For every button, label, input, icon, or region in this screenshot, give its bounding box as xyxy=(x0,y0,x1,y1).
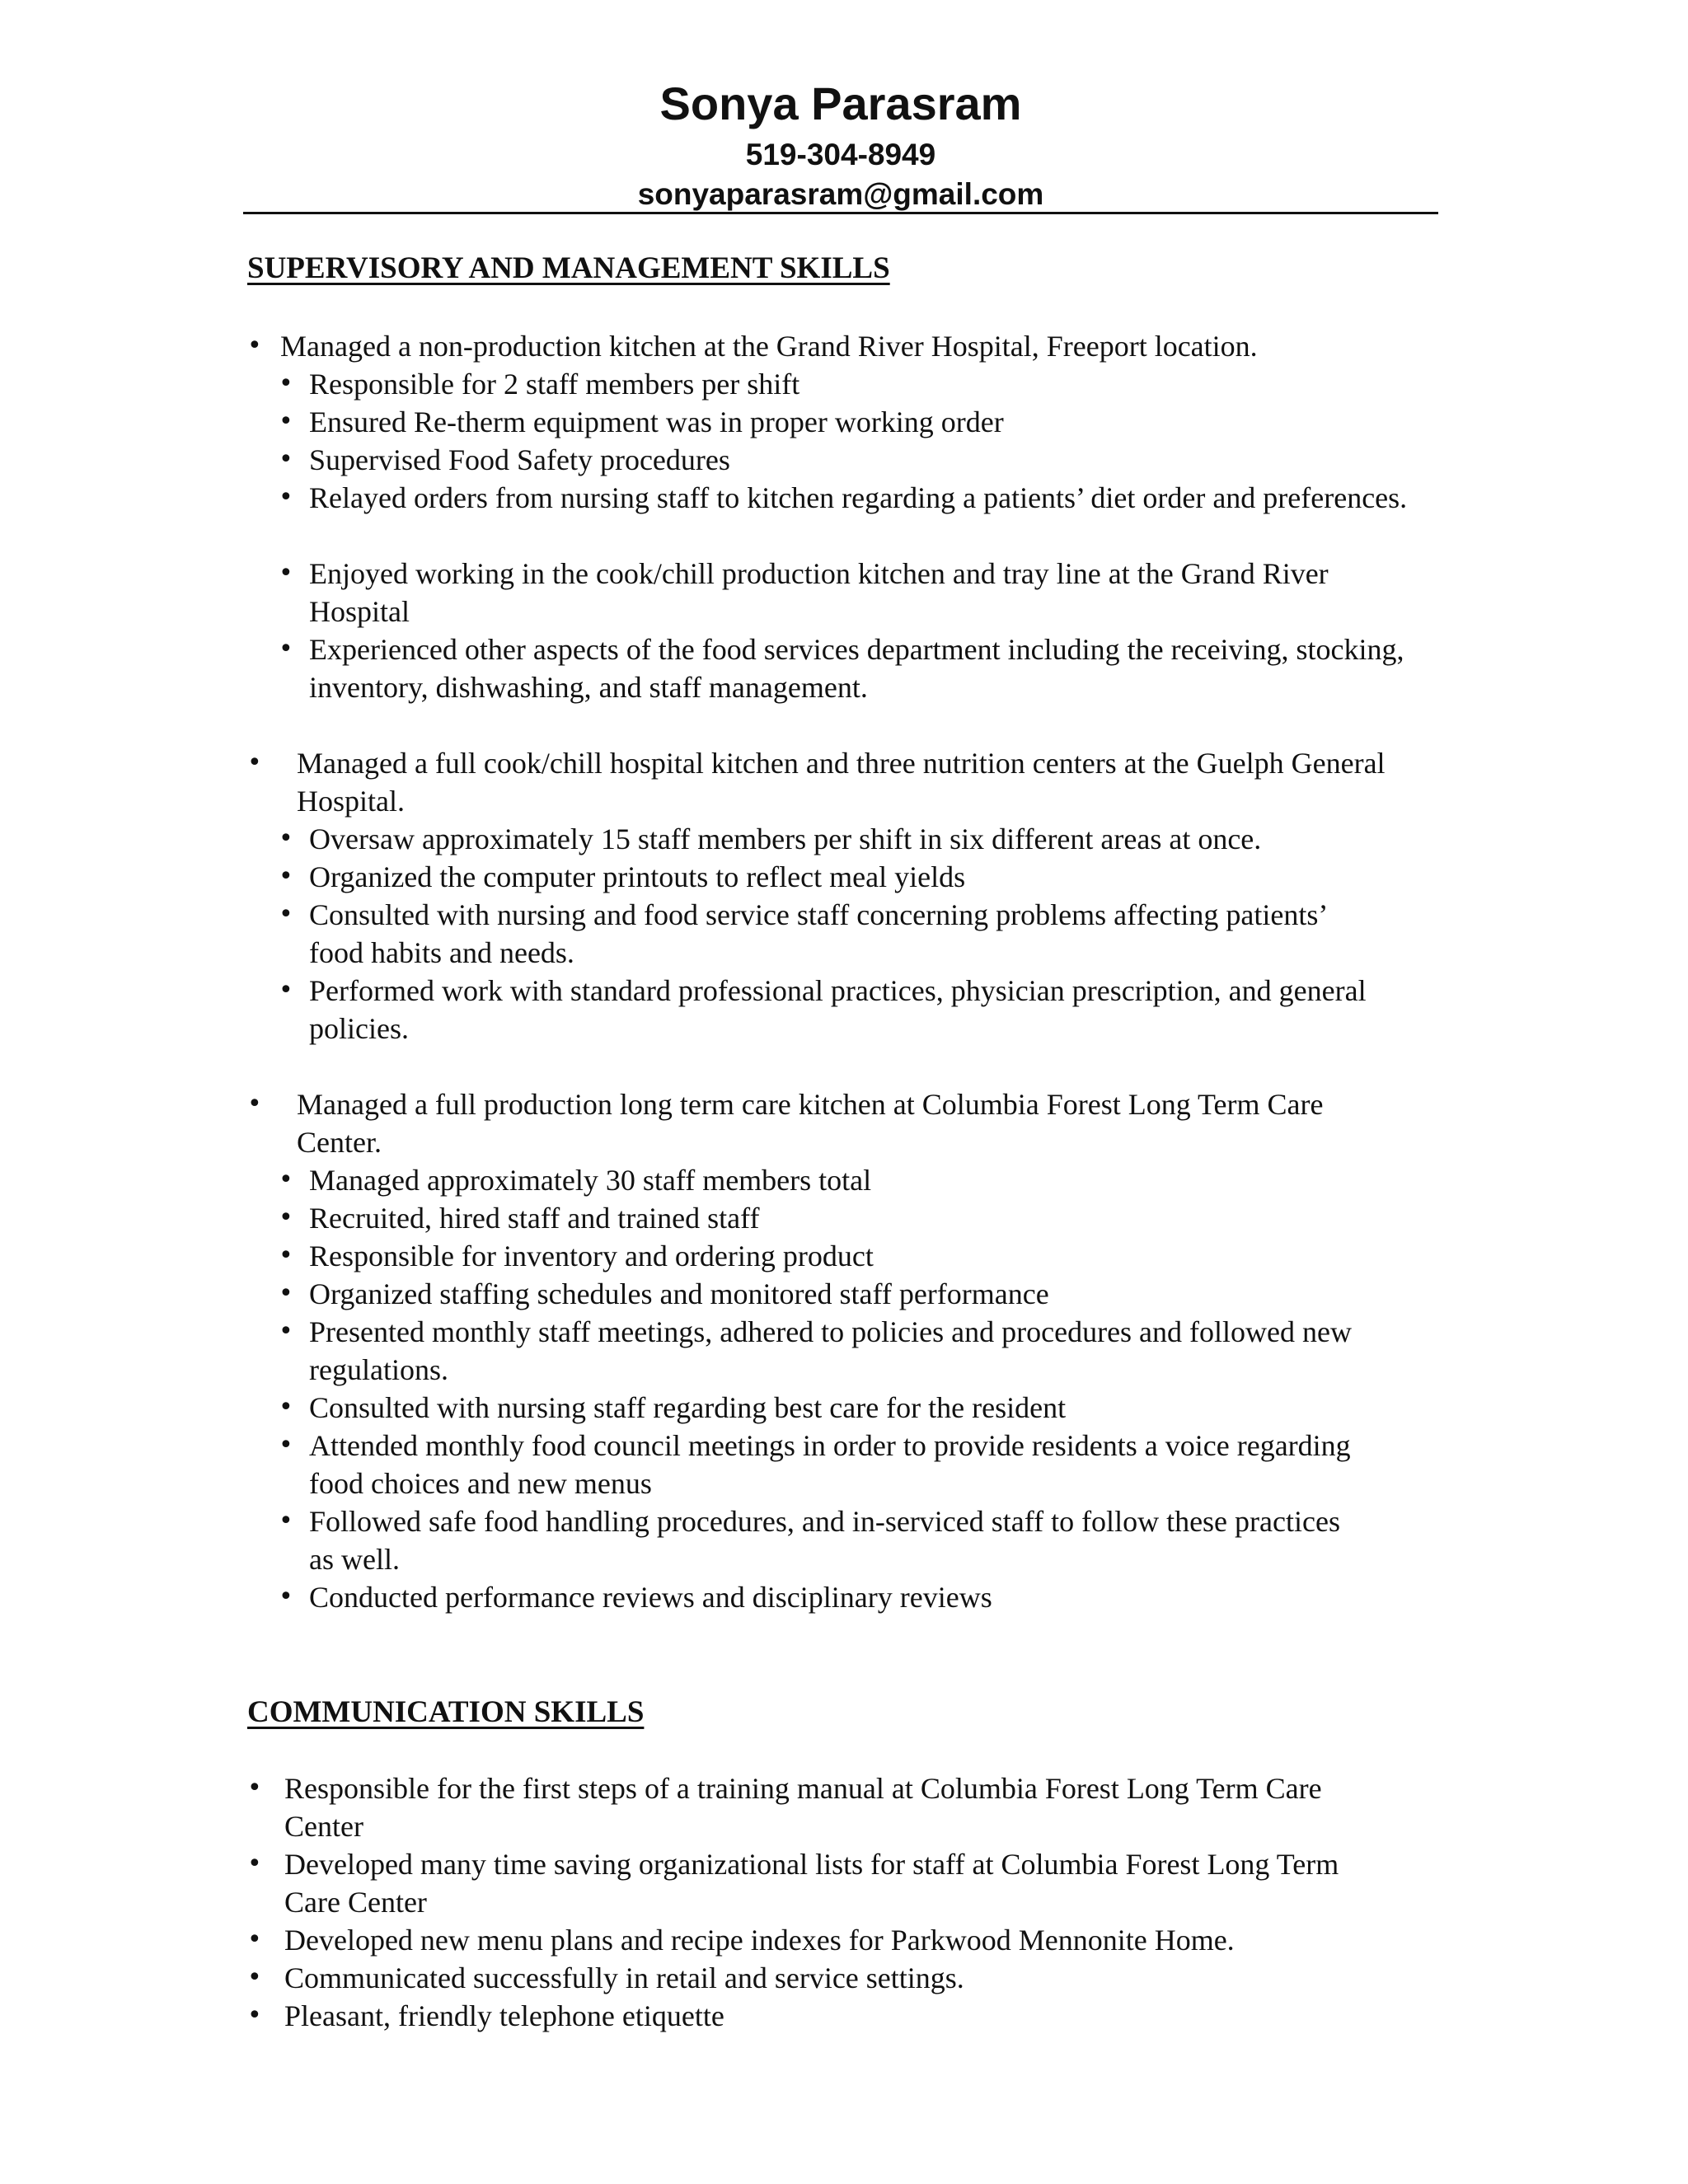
bullet-icon: • xyxy=(279,445,293,474)
bullet-icon: • xyxy=(279,1393,293,1422)
list-item xyxy=(247,858,1438,896)
list-item-text: Responsible for 2 staff members per shift xyxy=(309,368,800,401)
list-item-text: Followed safe food handling procedures, and in-serviced staff to follow these practices as well. xyxy=(309,1505,1340,1576)
bullet-icon: • xyxy=(247,1963,262,1992)
list-item-text: Supervised Food Safety procedures xyxy=(309,443,730,476)
list-item-text: Performed work with standard professional practices, physician prescription, and general policies. xyxy=(309,974,1367,1045)
list-item xyxy=(247,1845,1438,1921)
list-item xyxy=(247,1199,1438,1237)
list-item xyxy=(247,441,1438,479)
list-item-text: Relayed orders from nursing staff to kitchen regarding a patients’ diet order and preferences. xyxy=(309,481,1408,514)
section-heading-supervisory: SUPERVISORY AND MANAGEMENT SKILLS xyxy=(247,251,890,285)
list-item xyxy=(247,403,1438,441)
list-item xyxy=(247,972,1438,1047)
list-item xyxy=(247,630,1438,706)
list-item xyxy=(247,896,1438,972)
list-item xyxy=(247,479,1438,555)
bullet-icon: • xyxy=(279,483,293,512)
candidate-email: sonyaparasram@gmail.com xyxy=(637,177,1044,211)
list-item xyxy=(247,555,1438,630)
header-divider xyxy=(243,212,1438,214)
list-item-text: Conducted performance reviews and disciplinary reviews xyxy=(309,1581,992,1614)
list-item-text: Ensured Re-therm equipment was in proper working order xyxy=(309,405,1004,438)
list-item xyxy=(247,1502,1438,1578)
candidate-phone: 519-304-8949 xyxy=(745,138,936,171)
group-title-grand-river xyxy=(247,327,1438,365)
group-title-guelph-general xyxy=(247,744,1438,820)
bullet-icon: • xyxy=(279,559,293,588)
list-item-text: Responsible for inventory and ordering product xyxy=(309,1240,874,1272)
bullet-icon: • xyxy=(279,862,293,891)
list-item-text: Organized staffing schedules and monitored staff performance xyxy=(309,1277,1049,1310)
list-item-text: Consulted with nursing and food service staff concerning problems affecting patients’ food habits and needs. xyxy=(309,898,1326,969)
bullet-icon: • xyxy=(279,1279,293,1308)
list-item-text: Communicated successfully in retail and service settings. xyxy=(284,1961,964,1994)
bullet-icon: • xyxy=(279,824,293,853)
bullet-icon: • xyxy=(247,1925,262,1954)
bullet-icon: • xyxy=(279,1431,293,1460)
bullet-icon: • xyxy=(279,900,293,929)
bullet-icon: • xyxy=(279,976,293,1005)
bullet-icon: • xyxy=(279,1241,293,1270)
list-item-text: Organized the computer printouts to reflect meal yields xyxy=(309,860,966,893)
list-item xyxy=(247,1578,1438,1616)
list-item-text: Experienced other aspects of the food services department including the receiving, stocking, inventory, dishwashing, and staff management. xyxy=(309,633,1404,704)
list-item-text: Managed approximately 30 staff members total xyxy=(309,1164,872,1197)
group-title-text: Managed a non-production kitchen at the Grand River Hospital, Freeport location. xyxy=(280,330,1258,363)
candidate-name: Sonya Parasram xyxy=(659,77,1022,129)
section-heading-communication: COMMUNICATION SKILLS xyxy=(247,1695,645,1729)
list-item-text: Consulted with nursing staff regarding best care for the resident xyxy=(309,1391,1067,1424)
list-item-text: Responsible for the first steps of a training manual at Columbia Forest Long Term Care Center xyxy=(284,1772,1322,1843)
group-title-text: Managed a full production long term care kitchen at Columbia Forest Long Term Care Center. xyxy=(297,1088,1324,1159)
list-item-text: Oversaw approximately 15 staff members per shift in six different areas at once. xyxy=(309,823,1262,855)
list-item xyxy=(247,1237,1438,1275)
bullet-icon: • xyxy=(279,407,293,436)
list-item-text: Recruited, hired staff and trained staff xyxy=(309,1202,760,1235)
bullet-icon: • xyxy=(279,1317,293,1346)
list-item xyxy=(247,365,1438,403)
list-item-text: Developed new menu plans and recipe indexes for Parkwood Mennonite Home. xyxy=(284,1924,1235,1957)
group-title-text: Managed a full cook/chill hospital kitchen and three nutrition centers at the Guelph General Hospital. xyxy=(297,747,1386,818)
bullet-icon: • xyxy=(279,635,293,663)
list-item xyxy=(247,1389,1438,1427)
list-item xyxy=(247,1313,1438,1389)
bullet-icon: • xyxy=(279,1582,293,1611)
bullet-icon: • xyxy=(279,1507,293,1535)
bullet-icon: • xyxy=(247,1849,262,1878)
bullet-icon: • xyxy=(247,748,262,777)
bullet-icon: • xyxy=(247,331,262,360)
list-item-text: Presented monthly staff meetings, adhered to policies and procedures and followed new regulations. xyxy=(309,1315,1352,1386)
bullet-icon: • xyxy=(279,1165,293,1194)
list-item-text: Pleasant, friendly telephone etiquette xyxy=(284,1999,724,2032)
resume-header xyxy=(243,73,1438,214)
list-item xyxy=(247,1427,1438,1502)
list-item xyxy=(247,1959,1438,1997)
list-item-text: Enjoyed working in the cook/chill production kitchen and tray line at the Grand River Hospital xyxy=(309,557,1329,628)
bullet-icon: • xyxy=(247,2001,262,2030)
list-item xyxy=(247,1769,1438,1845)
list-item xyxy=(247,1275,1438,1313)
list-item xyxy=(247,1921,1438,1959)
list-item xyxy=(247,1997,1438,2035)
list-item xyxy=(247,820,1438,858)
bullet-icon: • xyxy=(279,369,293,398)
bullet-icon: • xyxy=(247,1774,262,1802)
group-title-columbia-forest xyxy=(247,1085,1438,1161)
bullet-icon: • xyxy=(247,1090,262,1118)
bullet-icon: • xyxy=(279,1203,293,1232)
list-item-text: Attended monthly food council meetings in order to provide residents a voice regarding food choices and new menus xyxy=(309,1429,1351,1500)
list-item xyxy=(247,1161,1438,1199)
list-item-text: Developed many time saving organizational lists for staff at Columbia Forest Long Term Care Center xyxy=(284,1848,1339,1919)
